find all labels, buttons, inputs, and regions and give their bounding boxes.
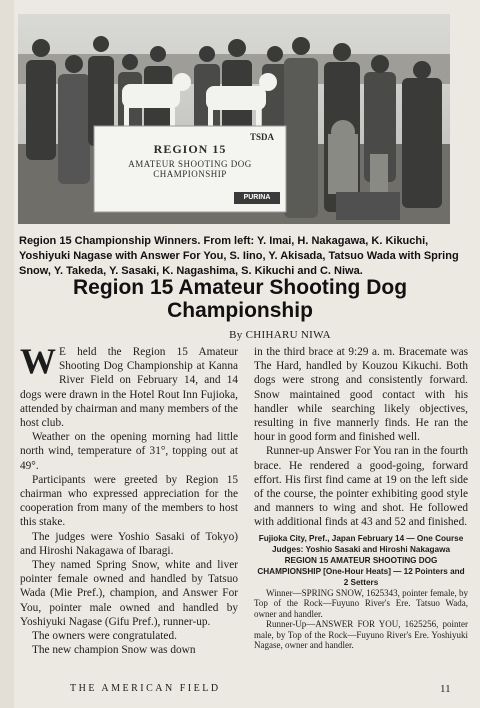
right-column — [254, 345, 468, 651]
paragraph-congrats: The owners were congratulated. — [32, 630, 177, 643]
banner-badge: TSDA — [249, 132, 274, 142]
banner-line1: REGION 15 — [153, 142, 227, 156]
page-number: 11 — [440, 683, 451, 695]
championship-photo — [18, 14, 450, 224]
paragraph-champion-cont: in the third brace at 9:29 a. m. Bracemate was The Hard, handled by Kouzou Kikuchi. Both dogs were strong and consistently forward. Snow maintained good contact with his handler while searching likely objectives, resulting in five mannerly finds. He ran the hour in good form and finished well. — [254, 346, 468, 444]
article-byline: By CHIHARU NIWA — [229, 329, 331, 341]
left-column — [20, 341, 238, 657]
paragraph-greeting: Participants were greeted by Region 15 chairman who expressed appreciation for the cooperation from many of the members to host this stake. — [20, 473, 238, 529]
left-margin-bleed — [0, 0, 14, 708]
banner-purina-logo: PURINA — [243, 194, 271, 201]
paragraph-winners: They named Spring Snow, white and liver pointer female owned and handled by Tatsuo Wada (Mie Pref.), champion, and Answer For You, pointer male owned and handled by Yoshiyuki Nagase (Gifu Pref.), runner-up. — [20, 559, 238, 628]
photo-illustration — [18, 14, 450, 224]
banner-line3: CHAMPIONSHIP — [153, 169, 227, 179]
paragraph-judges: The judges were Yoshio Sasaki of Tokyo) and Hiroshi Nakagawa of Ibaragi. — [20, 530, 238, 557]
results-location: Fujioka City, Pref., Japan February 14 — One Course — [258, 533, 464, 543]
results-runner-up: Runner-Up—ANSWER FOR YOU, 1625256, pointer male, by Top of the Rock—Fuyuno River's Ere. Yoshiyuki Nagase, owner and handler. — [254, 619, 468, 651]
banner-line2: AMATEUR SHOOTING DOG — [128, 159, 252, 169]
paragraph-intro: W E held the Region 15 Amateur Shooting Dog Championship at Kanna River Field on February 14, and 14 dogs were drawn in the Hotel Rout Inn Fujioka, attended by chairman and many members of the host club. — [20, 341, 238, 430]
paragraph-champion: The new champion Snow was down — [32, 644, 196, 657]
drop-cap: W — [20, 341, 56, 381]
article-headline: Region 15 Amateur Shooting Dog Championship — [72, 276, 408, 322]
results-judges: Judges: Yoshio Sasaki and Hiroshi Nakagawa — [271, 544, 451, 554]
paragraph-runner-up: Runner-up Answer For You ran in the fourth brace. He rendered a good-going, forward effort. His first find came at 19 on the left side of the course, the pointer exhibiting good style and manners to wing and shot. He followed with additional finds at 43 and 52 and finished. — [254, 445, 468, 529]
publication-name: THE AMERICAN FIELD — [70, 683, 221, 694]
photo-caption: Region 15 Championship Winners. From left: Y. Imai, H. Nakagawa, K. Kikuchi, Yoshiyuki Nagase with Answer For You, S. Iino, Y. Akisada, Tatsuo Wada with Spring Snow, Y. Takeda, Y. Sasaki, K. Nagashima, S. Kikuchi and C. Niwa. — [19, 235, 459, 277]
results-winner: Winner—SPRING SNOW, 1625343, pointer female, by Top of the Rock—Fuyuno River's Ere. Tatsuo Wada, owner and handler. — [254, 587, 468, 619]
paragraph-weather: Weather on the opening morning had little north wind, temperature of 31°, topping out at 49°. — [20, 431, 238, 472]
results-stake: REGION 15 AMATEUR SHOOTING DOG CHAMPIONSHIP [One-Hour Heats] — 12 Pointers and 2 Setters — [257, 555, 465, 587]
